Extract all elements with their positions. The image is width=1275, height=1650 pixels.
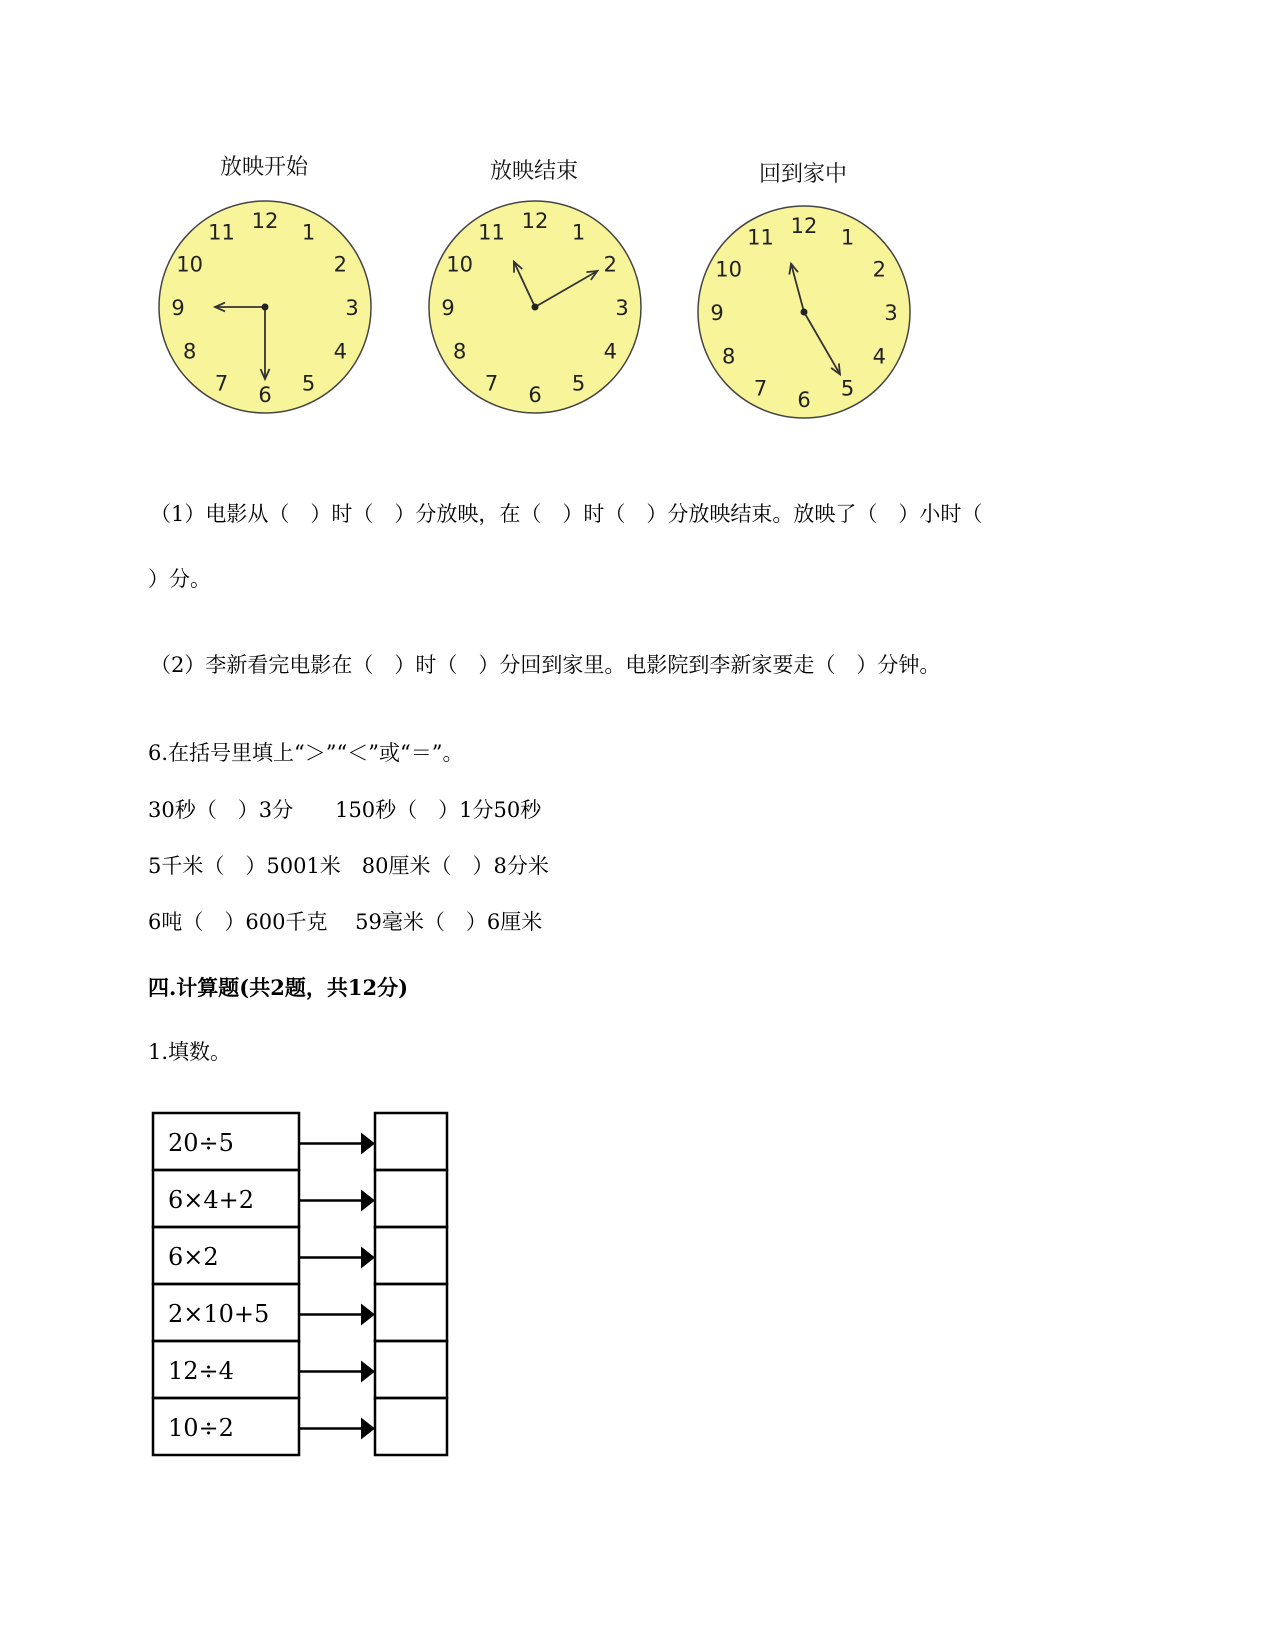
expression-text: 12÷4 <box>168 1357 234 1385</box>
clock-number: 2 <box>603 252 618 277</box>
question-1-line-2: ）分。 <box>148 567 211 591</box>
clock-number: 9 <box>171 296 185 320</box>
clock-number: 1 <box>301 220 316 245</box>
expression-text: 10÷2 <box>168 1414 234 1442</box>
clock-title-home: 回到家中 <box>758 162 847 187</box>
clock-end <box>425 197 645 417</box>
clock-number: 6 <box>258 383 272 407</box>
clock-number: 7 <box>753 376 768 401</box>
clock-number: 9 <box>710 301 724 325</box>
clock-number: 4 <box>333 339 348 364</box>
clock-number: 1 <box>571 220 586 245</box>
clock-number: 3 <box>615 296 629 320</box>
clock-number: 5 <box>840 376 855 401</box>
clock-number: 2 <box>333 252 348 277</box>
arrow-head <box>361 1247 375 1269</box>
arrow-head <box>361 1304 375 1326</box>
fill-number-table <box>150 1110 460 1460</box>
clock-number: 10 <box>446 252 474 277</box>
clock-number: 4 <box>603 339 618 364</box>
clock-number: 12 <box>251 209 279 233</box>
answer-box <box>375 1398 447 1455</box>
arrow-head <box>361 1190 375 1212</box>
clock-number: 8 <box>182 339 197 364</box>
expression-text: 20÷5 <box>168 1129 234 1157</box>
clock-number: 12 <box>521 209 549 233</box>
clock-number: 7 <box>484 371 499 396</box>
clock-number: 8 <box>721 344 736 369</box>
clock-number: 6 <box>528 383 542 407</box>
expression-text: 6×2 <box>168 1243 219 1271</box>
clock-number: 6 <box>797 388 811 412</box>
clock-center <box>262 304 269 311</box>
clock-number: 1 <box>840 225 855 250</box>
clock-home <box>694 202 914 422</box>
clock-title-end: 放映结束 <box>489 159 578 184</box>
arrow-head <box>361 1418 375 1440</box>
problem-6-row: 5千米（ ）5001米 80厘米（ ）8分米 <box>148 854 549 878</box>
section-4-heading: 四.计算题(共2题，共12分) <box>148 975 409 1000</box>
clock-center <box>532 304 539 311</box>
section-4-question-1-title: 1.填数。 <box>148 1040 232 1064</box>
clock-center <box>801 309 808 316</box>
clock-number: 8 <box>452 339 467 364</box>
clock-number: 11 <box>478 220 505 245</box>
answer-box <box>375 1113 447 1170</box>
clock-number: 10 <box>715 257 743 282</box>
clock-number: 5 <box>301 371 316 396</box>
question-1-line-1: （1）电影从（ ）时（ ）分放映，在（ ）时（ ）分放映结束。放映了（ ）小时（ <box>150 502 983 526</box>
question-2: （2）李新看完电影在（ ）时（ ）分回到家里。电影院到李新家要走（ ）分钟。 <box>150 653 941 677</box>
problem-6-title: 6.在括号里填上“＞”“＜”或“＝”。 <box>148 741 464 765</box>
clock-number: 11 <box>747 225 774 250</box>
clock-number: 4 <box>872 344 887 369</box>
clock-number: 10 <box>176 252 204 277</box>
arrow-head <box>361 1133 375 1155</box>
problem-6-row: 30秒（ ）3分 150秒（ ）1分50秒 <box>148 798 542 822</box>
clock-number: 2 <box>872 257 887 282</box>
clock-number: 7 <box>214 371 229 396</box>
expression-text: 2×10+5 <box>168 1300 270 1328</box>
answer-box <box>375 1284 447 1341</box>
clock-number: 9 <box>441 296 455 320</box>
arrow-head <box>361 1361 375 1383</box>
problem-6-row: 6吨（ ）600千克 59毫米（ ）6厘米 <box>148 910 543 934</box>
clock-number: 11 <box>208 220 235 245</box>
clock-number: 3 <box>345 296 359 320</box>
clock-number: 3 <box>884 301 898 325</box>
clock-number: 12 <box>790 214 818 238</box>
answer-box <box>375 1227 447 1284</box>
clock-number: 5 <box>571 371 586 396</box>
clock-title-start: 放映开始 <box>219 155 308 180</box>
expression-text: 6×4+2 <box>168 1186 255 1214</box>
answer-box <box>375 1341 447 1398</box>
clock-start <box>155 197 375 417</box>
answer-box <box>375 1170 447 1227</box>
